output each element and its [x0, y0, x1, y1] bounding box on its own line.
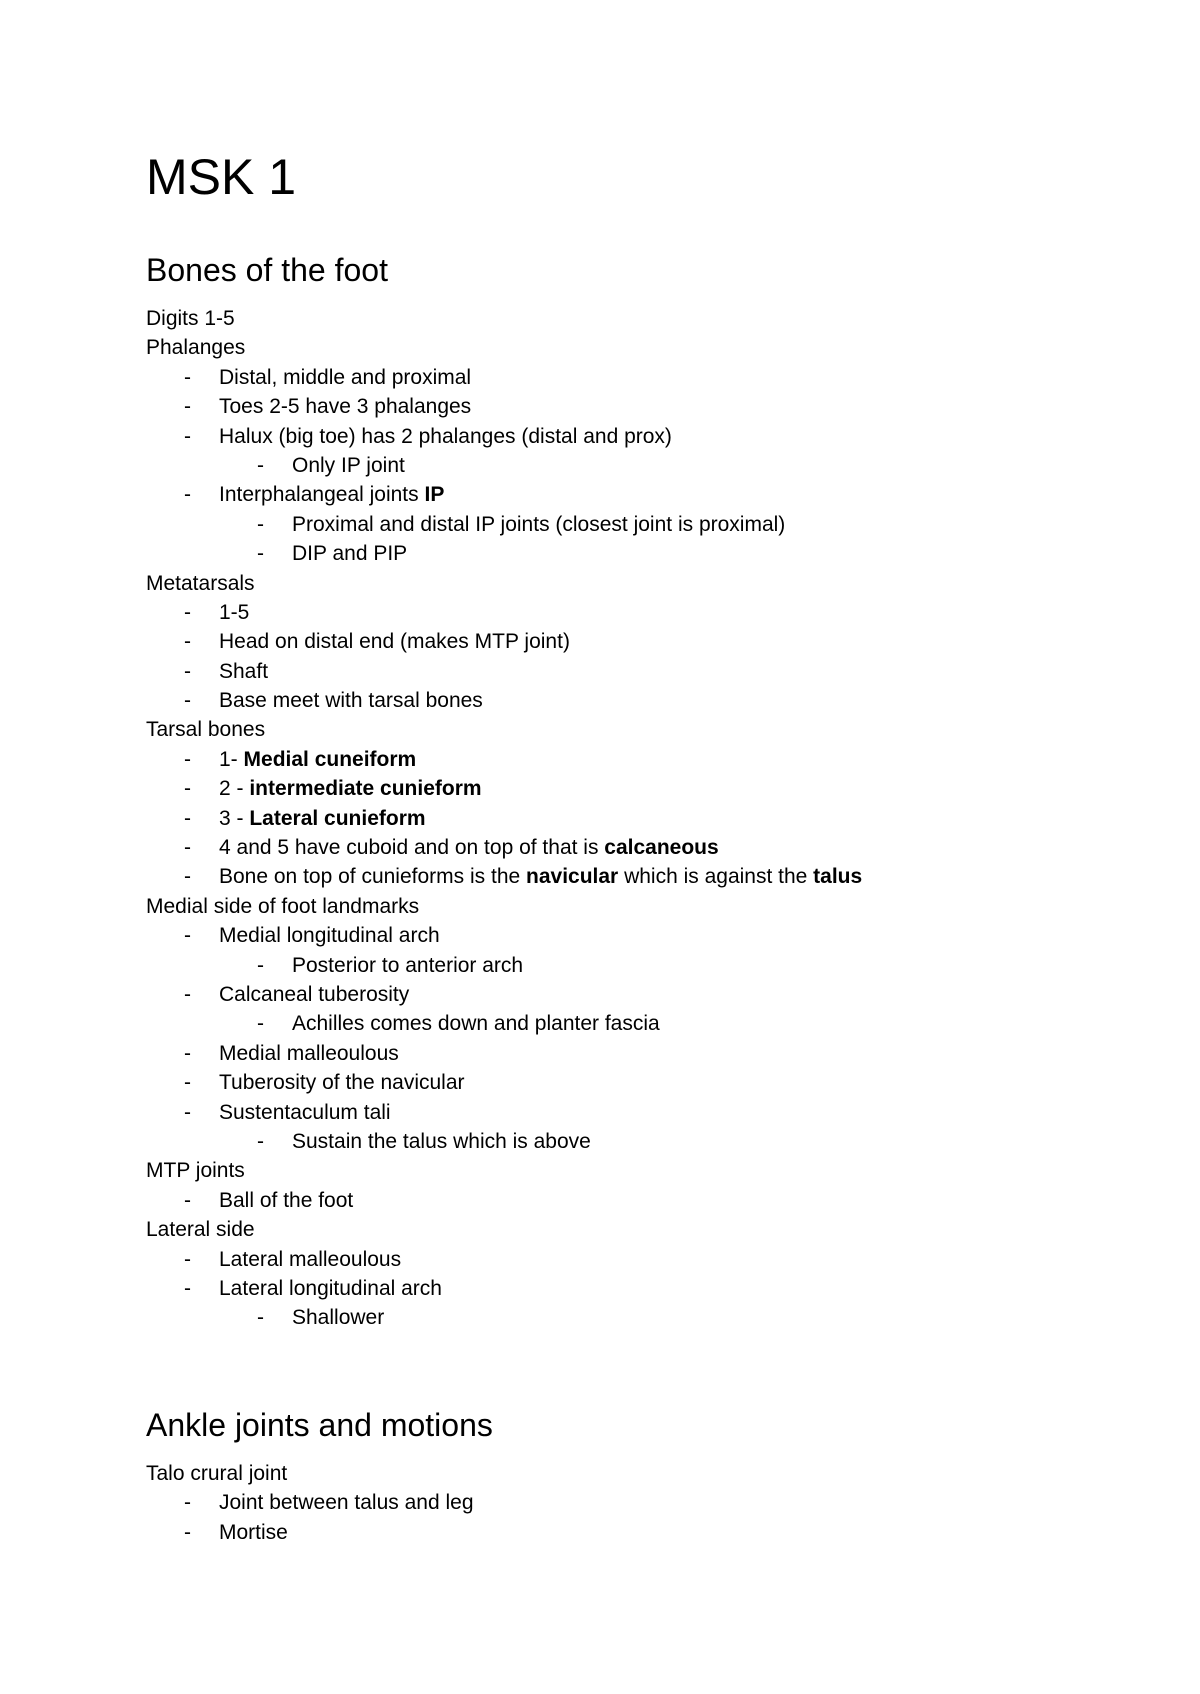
list-item: [146, 745, 1146, 774]
bullet-dash: -: [184, 777, 191, 801]
bold-term: Medial cuneiform: [243, 747, 417, 771]
line-text: DIP and PIP: [292, 542, 408, 566]
line-text: Sustain the talus which is above: [292, 1129, 591, 1153]
bullet-dash: -: [257, 453, 264, 477]
list-item: [146, 1245, 1146, 1274]
line-text: Medial side of foot landmarks: [146, 894, 420, 918]
list-heading: [146, 333, 1146, 362]
bullet-dash: -: [184, 1100, 191, 1124]
list-item: [146, 1303, 1146, 1332]
list-item: [146, 1488, 1146, 1517]
list-item: [146, 598, 1146, 627]
line-text: Shallower: [292, 1306, 385, 1330]
list-item: [146, 1039, 1146, 1068]
bullet-dash: -: [257, 1306, 264, 1330]
bold-term: Lateral cunieform: [249, 806, 426, 830]
bold-term: IP: [424, 483, 445, 507]
list-item: [146, 921, 1146, 950]
list-heading: [146, 1215, 1146, 1244]
list-item: [146, 1127, 1146, 1156]
list-item: [146, 774, 1146, 803]
line-text: Talo crural joint: [146, 1462, 288, 1485]
line-text: Base meet with tarsal bones: [219, 689, 483, 713]
bold-term: navicular: [526, 865, 619, 889]
list-item: [146, 1098, 1146, 1127]
section-body-bones-of-the-foot: [146, 304, 1146, 1333]
bullet-dash: -: [184, 424, 191, 448]
bullet-dash: -: [184, 1520, 191, 1544]
line-text: Interphalangeal joints: [219, 483, 425, 507]
list-item: [146, 451, 1146, 480]
bullet-dash: -: [184, 1247, 191, 1271]
line-text: Tarsal bones: [146, 718, 266, 742]
list-item: [146, 363, 1146, 392]
list-item: [146, 657, 1146, 686]
line-text: 3 -: [219, 806, 250, 830]
line-text: Achilles comes down and planter fascia: [292, 1012, 660, 1036]
bullet-dash: -: [184, 600, 191, 624]
list-heading: [146, 1156, 1146, 1185]
line-text: Joint between talus and leg: [219, 1491, 474, 1515]
line-text: Ball of the foot: [219, 1188, 354, 1212]
bullet-dash: -: [257, 542, 264, 566]
line-text: 4 and 5 have cuboid and on top of that is: [219, 836, 605, 860]
bullet-dash: -: [257, 953, 264, 977]
bullet-dash: -: [257, 1129, 264, 1153]
list-item: [146, 686, 1146, 715]
list-item: [146, 951, 1146, 980]
line-text: Phalanges: [146, 336, 246, 360]
list-item: [146, 539, 1146, 568]
list-item: [146, 862, 1146, 891]
list-heading: [146, 715, 1146, 744]
line-text: Metatarsals: [146, 571, 255, 595]
line-text: Lateral side: [146, 1218, 255, 1242]
bullet-dash: -: [184, 395, 191, 419]
list-item: [146, 392, 1146, 421]
list-item: [146, 1068, 1146, 1097]
list-item: [146, 627, 1146, 656]
line-text: Bone on top of cunieforms is the: [219, 865, 527, 889]
bullet-dash: -: [257, 512, 264, 536]
list-heading: [146, 1459, 1146, 1488]
bullet-dash: -: [184, 689, 191, 713]
line-text: Only IP joint: [292, 453, 405, 477]
line-text: Posterior to anterior arch: [292, 953, 524, 977]
bullet-dash: -: [184, 747, 191, 771]
bullet-dash: -: [184, 836, 191, 860]
list-heading: [146, 892, 1146, 921]
bold-term: calcaneous: [604, 836, 719, 860]
section-heading-bones-of-the-foot: Bones of the foot: [146, 252, 388, 288]
line-text: Proximal and distal IP joints (closest joint is proximal): [292, 512, 786, 536]
document-title: MSK 1: [146, 149, 297, 205]
list-item: [146, 1518, 1146, 1547]
bullet-dash: -: [184, 1276, 191, 1300]
list-item: [146, 510, 1146, 539]
line-text: Lateral longitudinal arch: [219, 1276, 442, 1300]
list-item: [146, 804, 1146, 833]
bullet-dash: -: [184, 806, 191, 830]
line-text: Toes 2-5 have 3 phalanges: [219, 395, 472, 419]
list-item: [146, 1274, 1146, 1303]
line-text: Calcaneal tuberosity: [219, 982, 410, 1006]
line-text: Medial longitudinal arch: [219, 924, 440, 948]
bullet-dash: -: [184, 924, 191, 948]
bullet-dash: -: [184, 483, 191, 507]
list-item: [146, 980, 1146, 1009]
list-item: [146, 1186, 1146, 1215]
line-text: 1-5: [219, 600, 250, 624]
line-text: 1-: [219, 747, 244, 771]
line-text: Halux (big toe) has 2 phalanges (distal and prox): [219, 424, 672, 448]
line-text: Mortise: [219, 1520, 288, 1544]
list-item: [146, 480, 1146, 509]
bold-term: talus: [813, 865, 863, 889]
line-text: Head on distal end (makes MTP joint): [219, 630, 570, 654]
bullet-dash: -: [184, 865, 191, 889]
list-heading: [146, 569, 1146, 598]
line-text: which is against the: [618, 865, 814, 889]
section-body-ankle-joints: [146, 1459, 1146, 1547]
section-heading-ankle-joints: Ankle joints and motions: [146, 1407, 493, 1443]
line-text: Sustentaculum tali: [219, 1100, 391, 1124]
bullet-dash: -: [184, 1188, 191, 1212]
bullet-dash: -: [257, 1012, 264, 1036]
line-text: MTP joints: [146, 1159, 245, 1183]
bullet-dash: -: [184, 630, 191, 654]
bullet-dash: -: [184, 365, 191, 389]
line-text: Shaft: [219, 659, 269, 683]
list-item: [146, 833, 1146, 862]
bullet-dash: -: [184, 1041, 191, 1065]
line-text: Digits 1-5: [146, 307, 235, 330]
list-heading: [146, 304, 1146, 333]
line-text: Distal, middle and proximal: [219, 365, 472, 389]
bullet-dash: -: [184, 1491, 191, 1515]
bullet-dash: -: [184, 1071, 191, 1095]
bullet-dash: -: [184, 659, 191, 683]
line-text: 2 -: [219, 777, 250, 801]
line-text: Lateral malleoulous: [219, 1247, 402, 1271]
list-item: [146, 1009, 1146, 1038]
line-text: Medial malleoulous: [219, 1041, 399, 1065]
line-text: Tuberosity of the navicular: [219, 1071, 465, 1095]
bullet-dash: -: [184, 982, 191, 1006]
bold-term: intermediate cunieform: [249, 777, 482, 801]
list-item: [146, 422, 1146, 451]
